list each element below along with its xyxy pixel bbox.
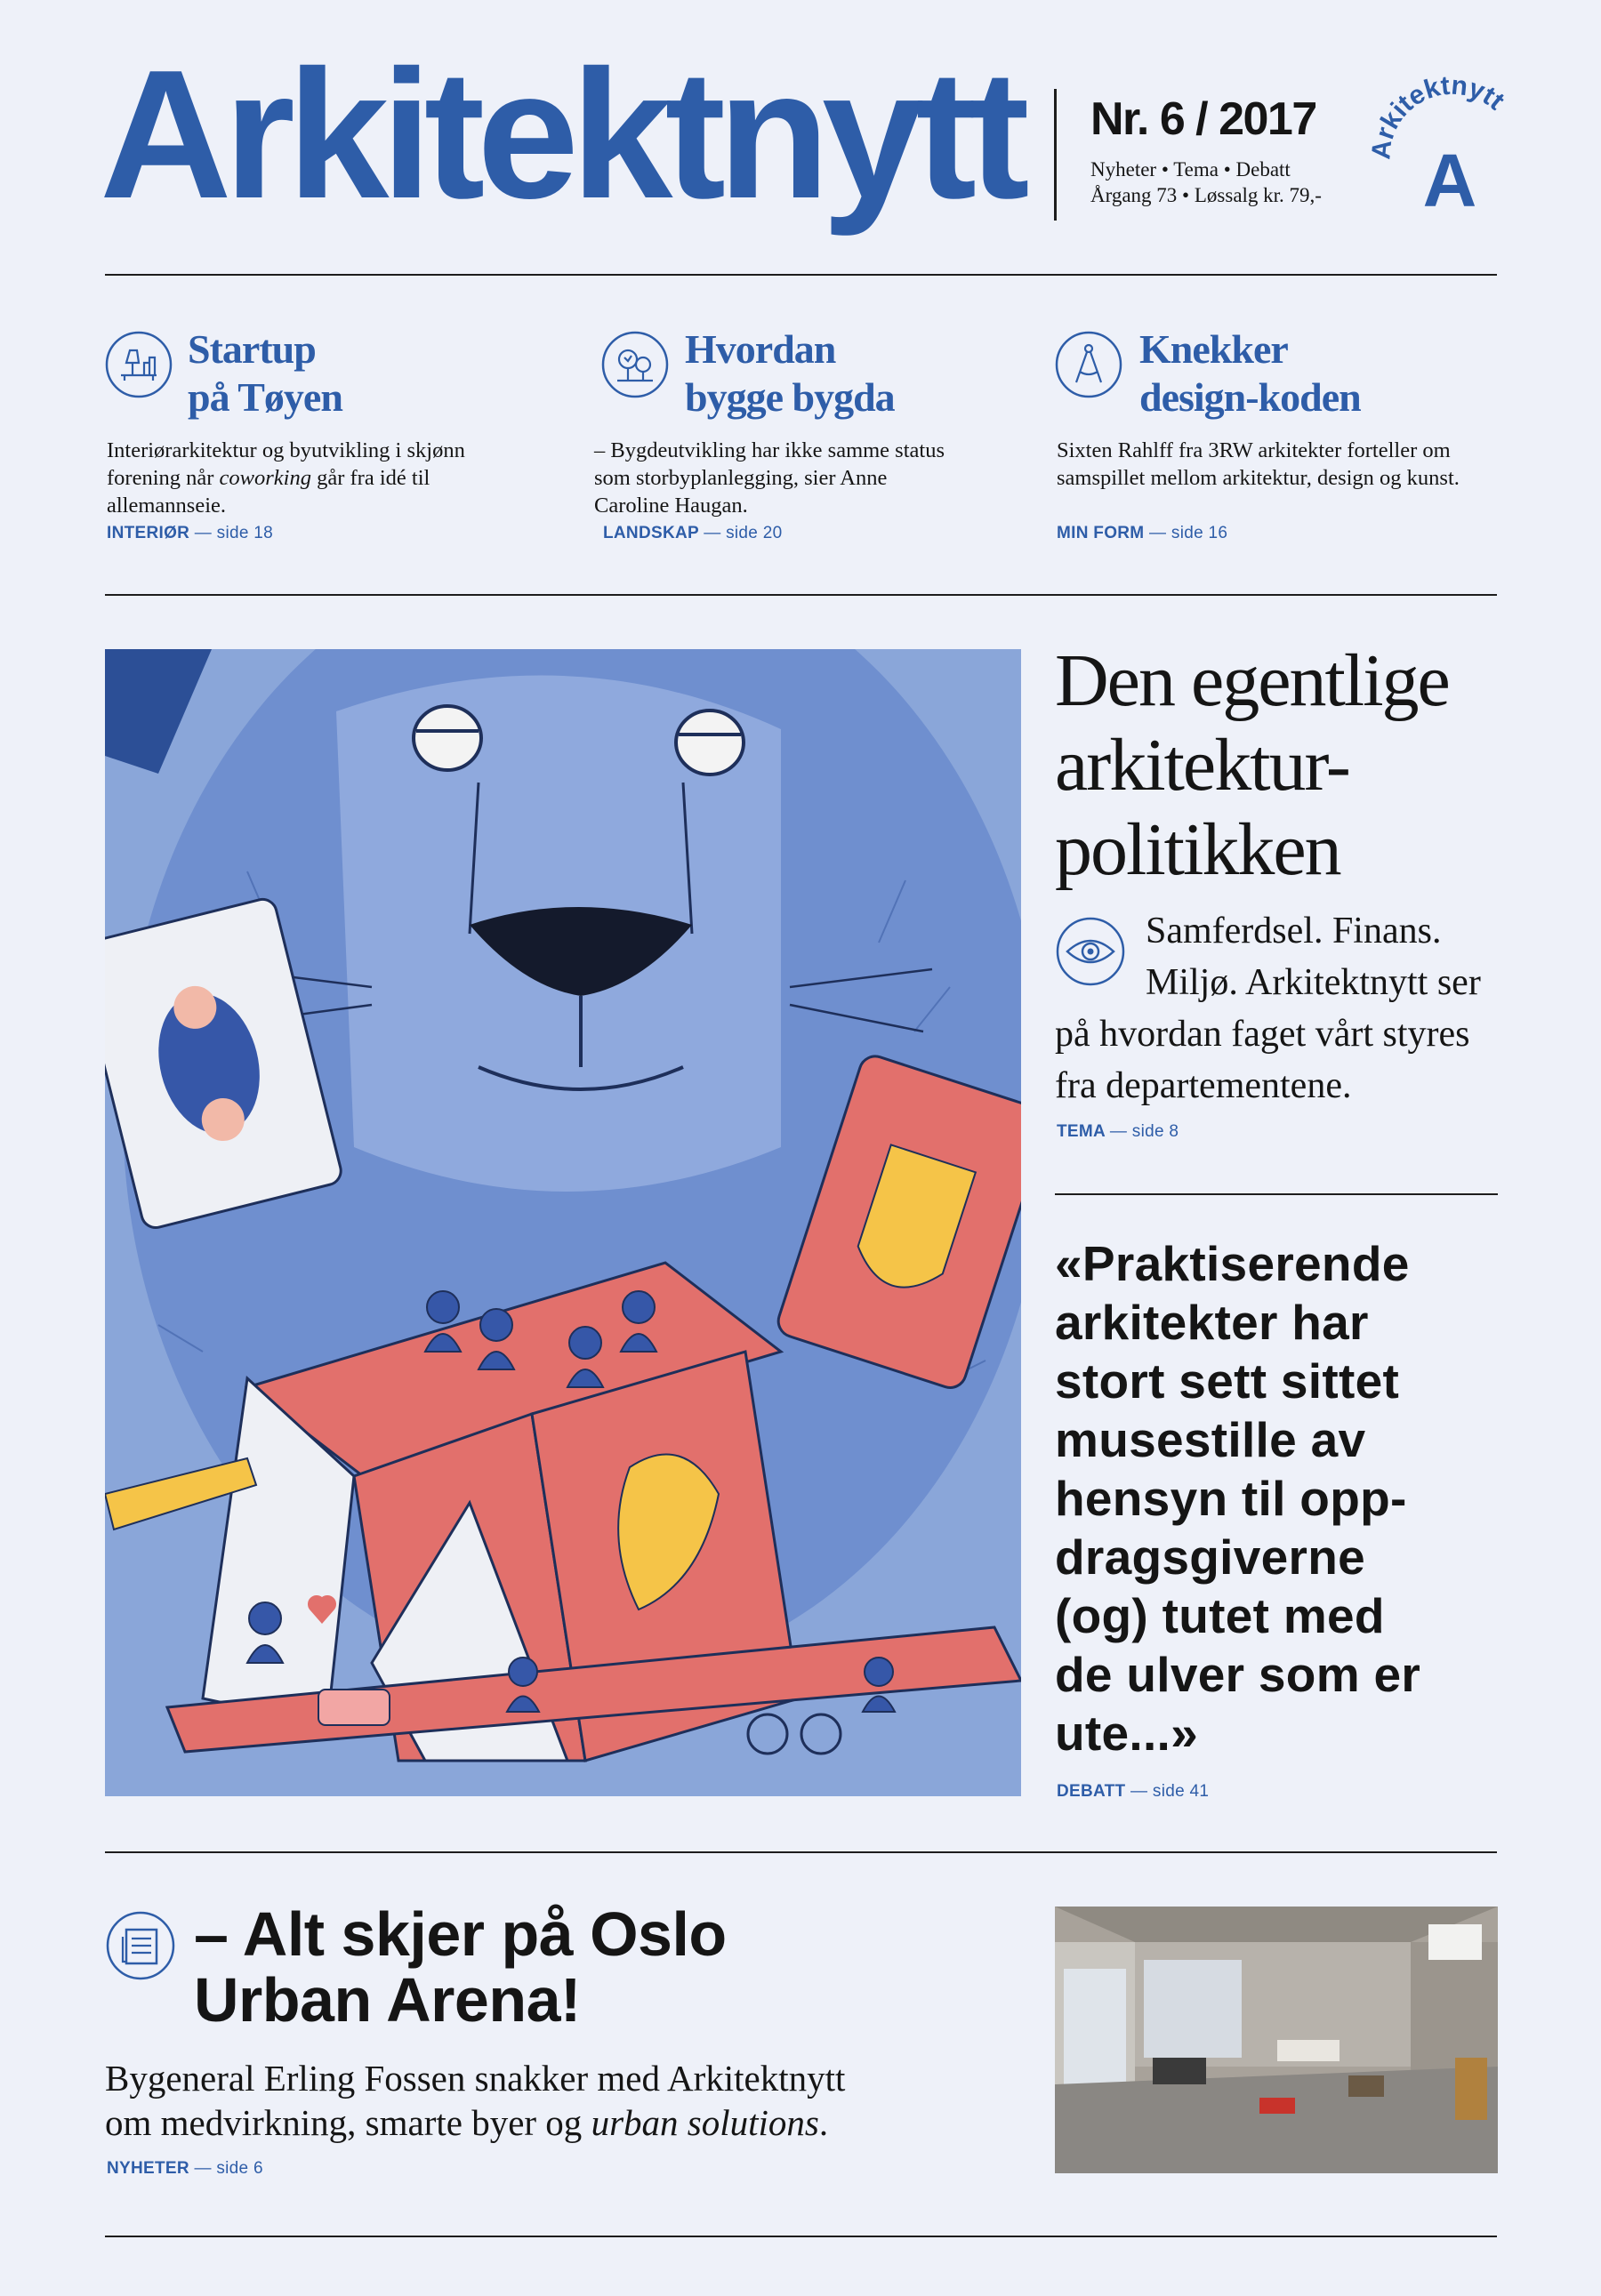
- teaser-title: Hvordan bygge bygda: [685, 326, 895, 420]
- trees-icon: [601, 331, 669, 398]
- teaser-body: Sixten Rahlff fra 3RW arkitekter forteller om samspillet mellom arkitektur, design og kunst.: [1057, 438, 1460, 490]
- interior-photo-image: [1055, 1907, 1498, 2173]
- teaser-design[interactable]: [1055, 331, 1122, 403]
- newspaper-icon: [105, 1910, 176, 1981]
- compass-icon: [1055, 331, 1122, 398]
- feature-lead-line: Miljø. Arkitektnytt ser: [1146, 962, 1481, 1003]
- teaser-tag[interactable]: INTERIØR — side 18: [107, 524, 274, 542]
- feature-headline[interactable]: Den egentlige arkitektur- politikken: [1055, 639, 1449, 891]
- volume-price-line: Årgang 73 • Løssalg kr. 79,-: [1090, 184, 1322, 206]
- furniture-icon: [105, 331, 173, 398]
- rule-teasers: [105, 594, 1497, 596]
- feature-tag[interactable]: TEMA — side 8: [1057, 1122, 1179, 1141]
- debate-quote[interactable]: «Praktiserende arkitekter har stort sett sittet musestille av hensyn til opp- dragsgiverne (og) tutet med de ulver som er ute...»: [1055, 1236, 1421, 1761]
- sections-line: Nyheter • Tema • Debatt: [1090, 158, 1291, 181]
- rule-bottom: [105, 2236, 1497, 2237]
- cover-illustration: [105, 649, 1021, 1796]
- feature-lead-line: Samferdsel. Finans.: [1146, 911, 1442, 951]
- masthead-divider: [1054, 89, 1057, 221]
- news-tag[interactable]: NYHETER — side 6: [107, 2159, 263, 2178]
- lion-card-house-illustration: [105, 649, 1021, 1796]
- issue-number: Nr. 6 / 2017: [1090, 93, 1316, 145]
- masthead-title: Arkitektnytt: [100, 32, 1022, 237]
- feature-lead-line: fra departementene.: [1055, 1065, 1352, 1106]
- news-lead: Bygeneral Erling Fossen snakker med Arkitektnytt om medvirkning, smarte byer og urban solutions.: [105, 2058, 846, 2143]
- teaser-body: Interiørarkitektur og byutvikling i skjønn forening når coworking går fra idé til allemannseie.: [107, 438, 465, 518]
- rule-top: [105, 274, 1497, 276]
- eye-icon: [1055, 916, 1126, 987]
- arkitektnytt-logo: [1365, 53, 1534, 222]
- rule-feature: [1055, 1193, 1498, 1195]
- logo-arc-text: Arkitektnytt: [1366, 70, 1510, 161]
- teaser-bygda[interactable]: [601, 331, 669, 403]
- feature-lead-line: på hvordan faget vårt styres: [1055, 1014, 1470, 1055]
- quote-tag[interactable]: DEBATT — side 41: [1057, 1782, 1210, 1801]
- teaser-title: Knekker design-koden: [1139, 326, 1361, 420]
- logo-letter: A: [1422, 139, 1477, 222]
- rule-main: [105, 1851, 1497, 1853]
- teaser-tag[interactable]: LANDSKAP — side 20: [603, 524, 783, 542]
- news-title[interactable]: – Alt skjer på Oslo Urban Arena!: [194, 1899, 727, 2035]
- teaser-startup[interactable]: [105, 331, 173, 403]
- teaser-title: Startup på Tøyen: [188, 326, 342, 420]
- teaser-body: – Bygdeutvikling har ikke samme status som storbyplanlegging, sier Anne Caroline Haugan.: [594, 438, 945, 518]
- teaser-tag[interactable]: MIN FORM — side 16: [1057, 524, 1228, 542]
- interior-photo: [1055, 1907, 1498, 2173]
